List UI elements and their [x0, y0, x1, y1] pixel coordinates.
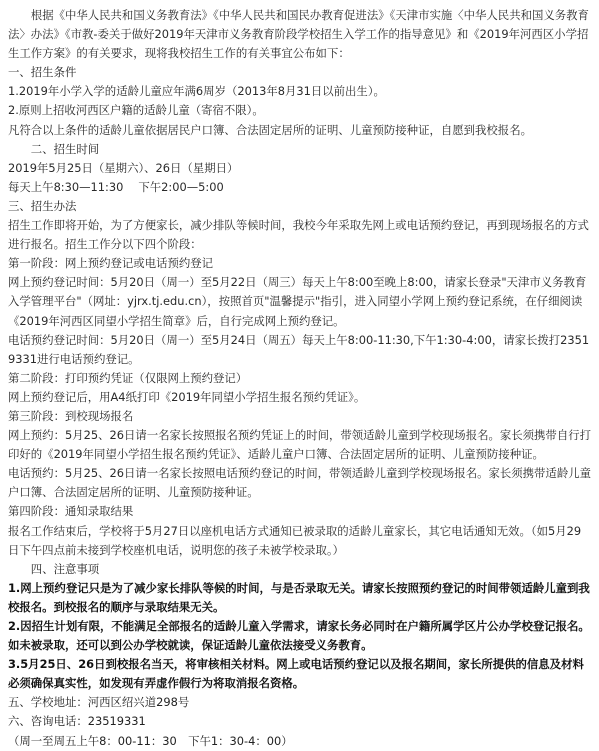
condition-item-1: 1.2019年小学入学的适龄儿童应年满6周岁（2013年8月31日以前出生）。 — [8, 84, 385, 99]
intro-paragraph: 根据《中华人民共和国义务教育法》《中华人民共和国民办教育促进法》《天津市实施〈中华人民共和国义务教育法〉办法》《市教-委关于做好2019年天津市义务教育阶段学校招生入学工作的指导意见》和《2019年河西区小学招生工作方案》的有关要求，现将我校招生工作的有关事宜公布如下： — [8, 8, 589, 61]
stage-1-online: 网上预约登记时间：5月20日（周一）至5月22日（周三）每天上午8:00至晚上8:00，请家长登录"天津市义务教育入学管理平台"（网址：yjrx.tj.edu.cn），按照首页"温馨提示"指引，进入同望小学网上预约登记系统，在仔细阅读《2019年河西区同望小学招生简章》后，自行完成网上预约登记。 — [8, 275, 587, 328]
stage-3-title: 第三阶段：到校现场报名 — [8, 408, 134, 423]
condition-note: 凡符合以上条件的适龄儿童依据居民户口簿、合法固定居所的证明、儿童预防接种证，自愿到我校报名。 — [8, 122, 532, 137]
school-address: 五、学校地址：河西区绍兴道298号 — [8, 695, 190, 710]
notice-item-3: 3.5月25日、26日到校报名当天，将审核相关材料。网上或电话预约登记以及报名期间，家长所提供的信息及材料必须确保真实性，如发现有弄虚作假行为将取消报名资格。 — [8, 657, 584, 691]
stage-3-phone: 电话预约：5月25、26日请一名家长按照电话预约登记的时间，带领适龄儿童到学校现场报名。家长须携带适龄儿童户口簿、合法固定居所的证明、儿童预防接种证。 — [8, 466, 591, 500]
stage-3-online: 网上预约：5月25、26日请一名家长按照报名预约凭证上的时间，带领适龄儿童到学校现场报名。家长须携带自行打印好的《2019年同望小学招生报名预约凭证》、适龄儿童户口簿、合法固定居所的证明、儿童预防接种证。 — [8, 428, 591, 462]
enrollment-dates: 2019年5月25日（星期六）、26日（星期日） — [8, 160, 239, 175]
stage-4-title: 第四阶段：通知录取结果 — [8, 504, 134, 519]
enrollment-hours: 每天上午8:30—11:30 下午2:00—5:00 — [8, 179, 224, 194]
stage-2-text: 网上预约登记后，用A4纸打印《2019年同望小学招生报名预约凭证》。 — [8, 389, 366, 404]
notice-item-2: 2.因招生计划有限，不能满足全部报名的适龄儿童入学需求，请家长务必同时在户籍所属学区片公办学校登记报名。如未被录取，还可以到公办学校就读，保证适龄儿童依法接受义务教育。 — [8, 619, 590, 653]
section-3-title: 三、招生办法 — [8, 198, 77, 213]
contact-phone: 六、咨询电话：23519331 — [8, 714, 146, 729]
method-intro: 招生工作即将开始，为了方便家长，减少排队等候时间，我校今年采取先网上或电话预约登记，再到现场报名的方式进行报名。招生工作分以下四个阶段： — [8, 218, 589, 252]
stage-4-text: 报名工作结束后，学校将于5月27日以座机电话方式通知已被录取的适龄儿童家长，其它电话通知无效。（如5月29日下午四点前未接到学校座机电话，说明您的孩子未被学校录取。） — [8, 523, 582, 557]
condition-item-2: 2.原则上招收河西区户籍的适龄儿童（寄宿不限）。 — [8, 103, 264, 118]
contact-hours: （周一至周五上午8：00-11：30 下午1：30-4：00） — [8, 733, 293, 748]
stage-1-title: 第一阶段：网上预约登记或电话预约登记 — [8, 256, 214, 271]
stage-1-phone: 电话预约登记时间：5月20日（周一）至5月24日（周五）每天上午8:00-11:30,下午1:30-4:00，请家长拨打23519331进行电话预约登记。 — [8, 332, 590, 366]
stage-2-title: 第二阶段：打印预约凭证（仅限网上预约登记） — [8, 370, 248, 385]
section-4-title: 四、注意事项 — [30, 561, 100, 576]
section-2-title: 二、招生时间 — [30, 141, 100, 156]
notice-item-1: 1.网上预约登记只是为了减少家长排队等候的时间，与是否录取无关。请家长按照预约登记的时间带领适龄儿童到我校报名。到校报名的顺序与录取结果无关。 — [8, 580, 590, 614]
section-1-title: 一、招生条件 — [8, 65, 77, 80]
